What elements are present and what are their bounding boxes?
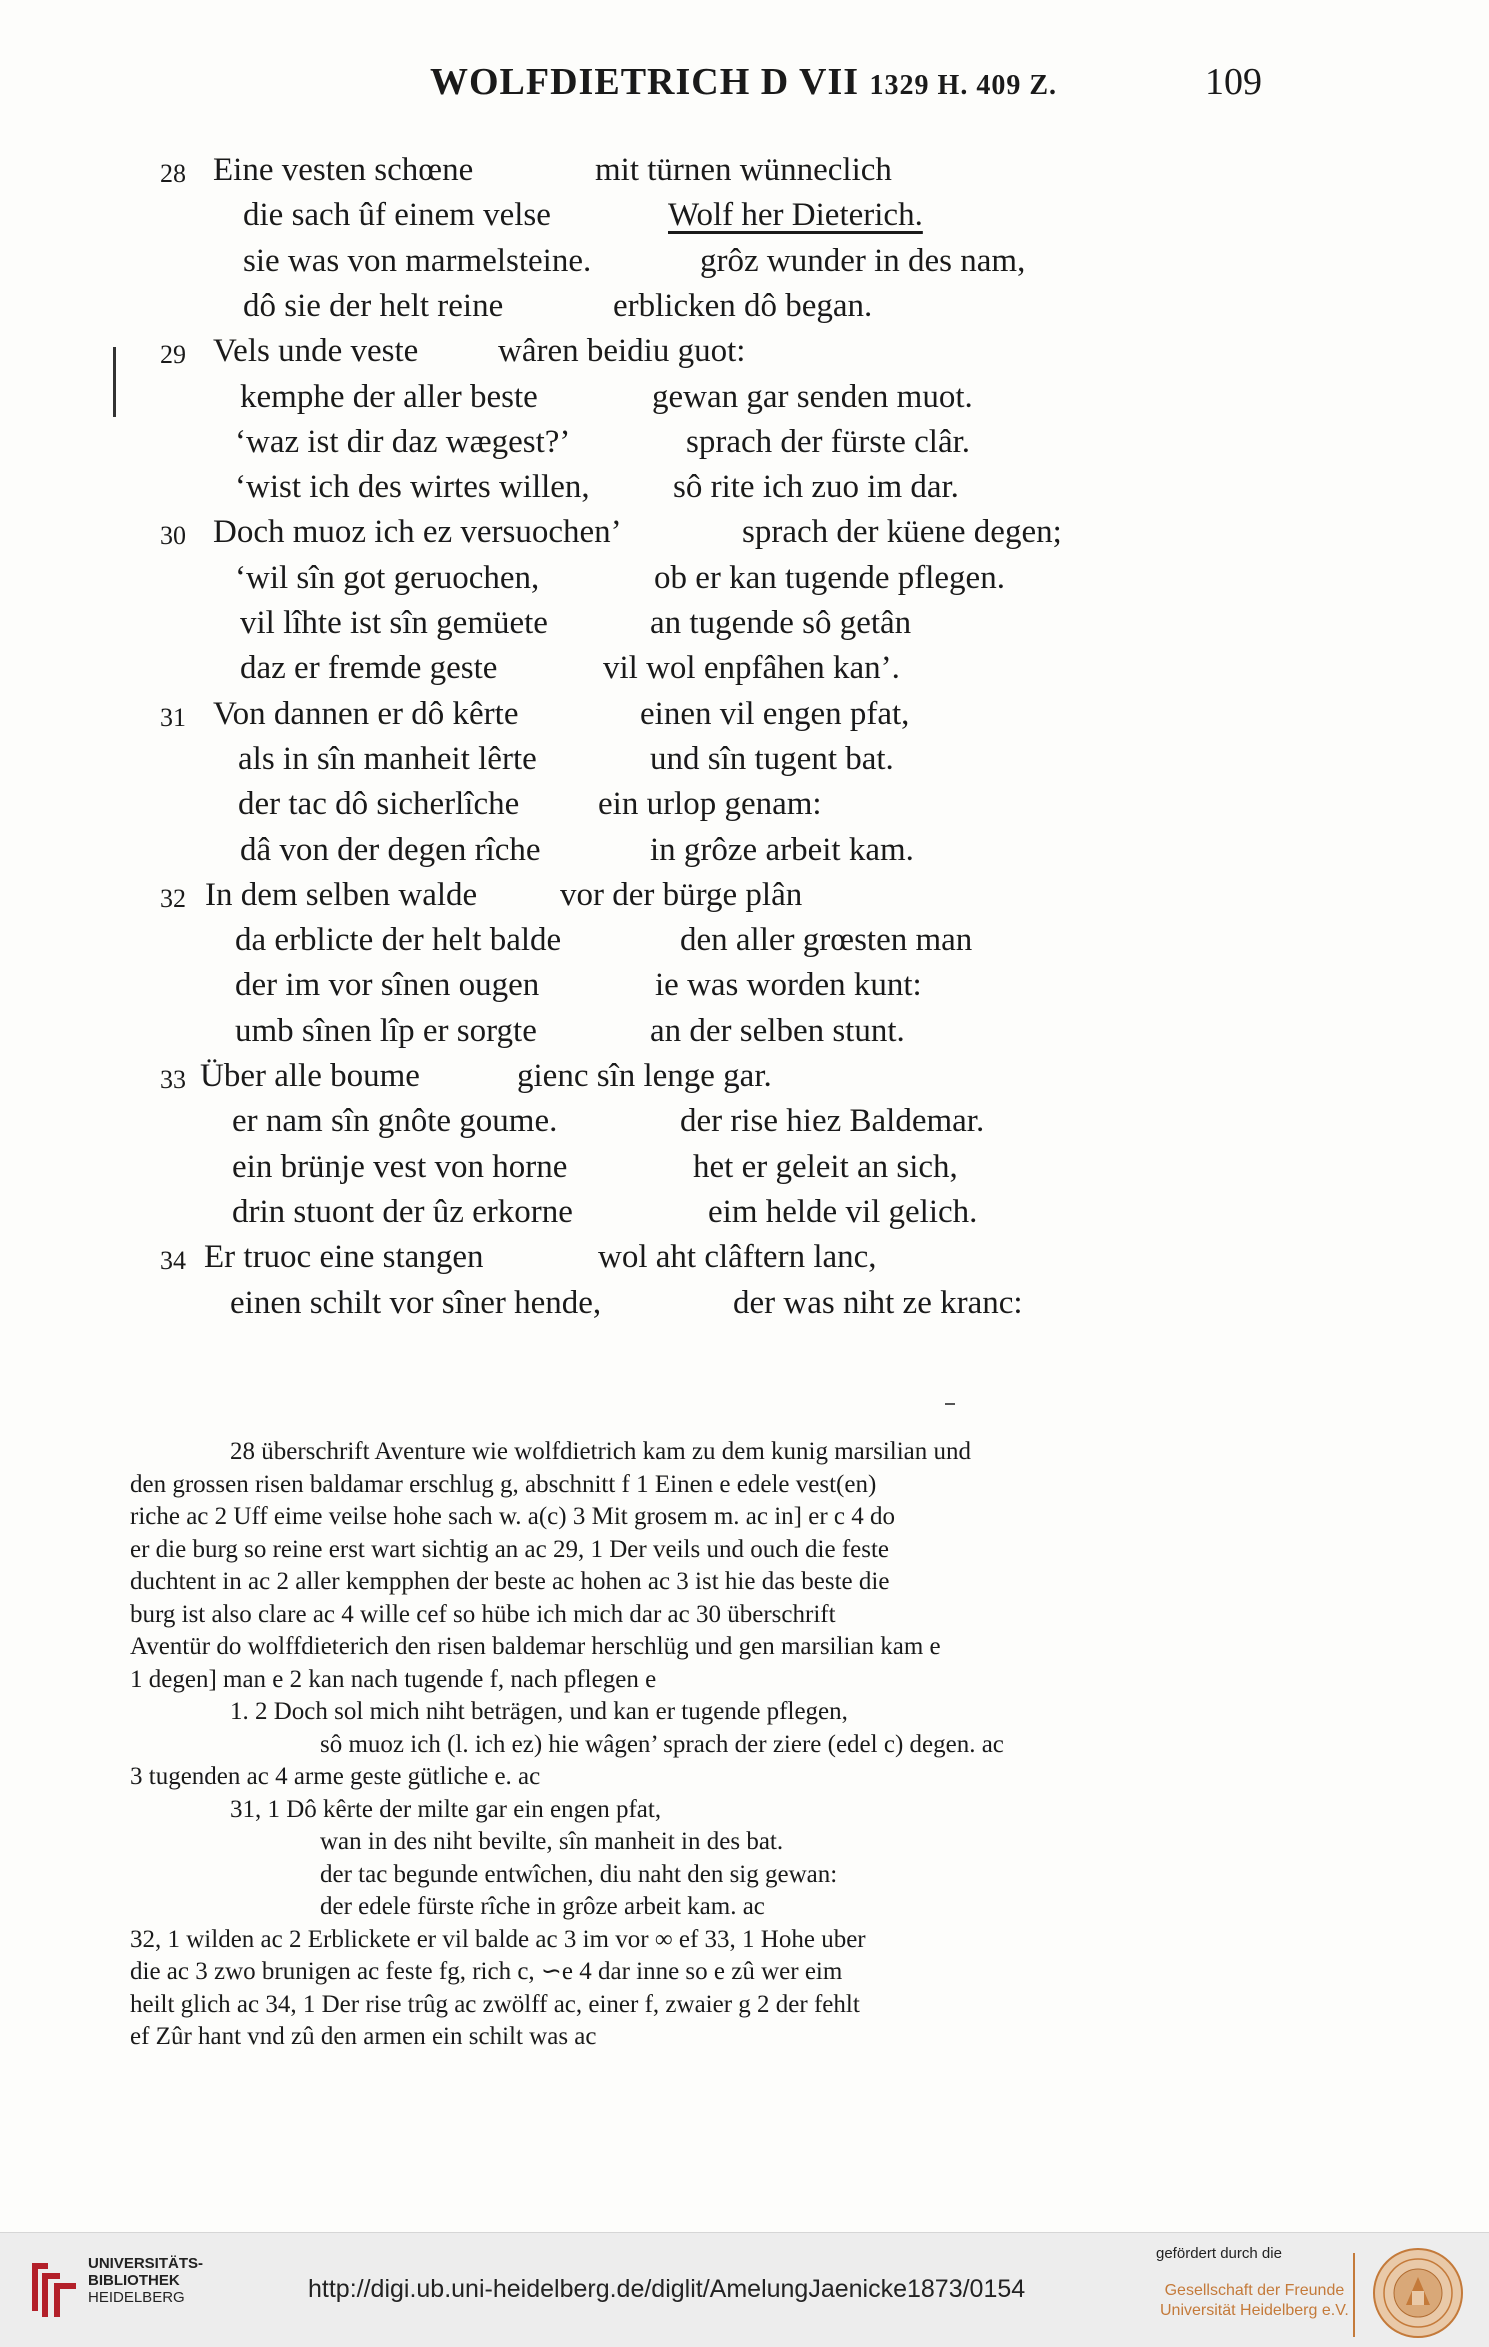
verse-first-half: drin stuont der ûz erkorne [232,1193,573,1230]
verse-second-half: sprach der fürste clâr. [686,423,971,460]
apparatus-line: 1 degen] man e 2 kan nach tugende f, nach pflegen e [130,1665,657,1693]
verse-first-half: daz er fremde geste [240,650,498,687]
apparatus-line: riche ac 2 Uff eime veilse hohe sach w. a(c) 3 Mit grosem m. ac in] er c 4 do [130,1503,895,1530]
verse-second-half: wâren beidiu guot: [498,333,746,370]
verse-second-half: an der selben stunt. [650,1012,905,1049]
verse-first-half: Eine vesten schœne [213,152,474,188]
verse-first-half: der im vor sînen ougen [235,967,540,1004]
stanza-number: 32 [160,883,186,913]
verse-first-half: einen schilt vor sîner hende, [230,1284,602,1321]
library-name-line3: HEIDELBERG [88,2289,185,2306]
verse-line [0,467,1489,507]
verse-line [0,377,1489,417]
verse-first-half: sie was von marmelsteine. [243,242,592,279]
verse-second-half: einen vil engen pfat, [640,695,910,732]
verse-first-half: ein brünje vest von horne [232,1148,568,1185]
verse-first-half: Er truoc eine stangen [204,1239,484,1276]
sponsor-divider [1353,2253,1355,2337]
verse-second-half: eim helde vil gelich. [708,1193,978,1230]
verse-line [0,694,1489,734]
page-number: 109 [1205,61,1262,103]
digitization-footer [0,2232,1489,2347]
verse-line [0,150,1489,190]
apparatus-line: heilt glich ac 34, 1 Der rise trûg ac zwölff ac, einer f, zwaier g 2 der fehlt [130,1990,860,2018]
university-seal-icon [1372,2247,1464,2339]
sponsor-caption: gefördert durch die [1156,2245,1282,2262]
apparatus-line: er die burg so reine erst wart sichtig an ac 29, 1 Der veils und ouch die feste [130,1535,890,1563]
verse-second-half: gewan gar senden muot. [652,378,973,415]
verse-second-half: mit türnen wünneclich [595,152,892,188]
stanza-number: 28 [160,159,186,188]
verse-first-half: dô sie der helt reine [243,287,504,324]
verse-line [0,1011,1489,1051]
verse-second-half: ie was worden kunt: [655,967,922,1004]
verse-line [0,286,1489,326]
apparatus-line: die ac 3 zwo brunigen ac feste fg, rich c, ∽e 4 dar inne so e zû wer eim [130,1958,843,1985]
verse-line [0,784,1489,824]
stanza-number: 33 [160,1065,186,1094]
verse-first-half: Über alle boume [200,1058,420,1094]
apparatus-line: ef Zûr hant vnd zû den armen ein schilt was ac [130,2023,597,2050]
sponsor-name [1160,2281,1349,2321]
verse-line [0,965,1489,1005]
verse-second-half: wol aht clâftern lanc, [598,1239,877,1276]
stanza-number: 34 [160,1246,186,1276]
verse-line [0,241,1489,281]
permalink-url[interactable]: http://digi.ub.uni-heidelberg.de/diglit/AmelungJaenicke1873/0154 [308,2275,1026,2303]
verse-line [0,920,1489,960]
sponsor-name-line1: Gesellschaft der Freunde [1164,2282,1345,2299]
apparatus-line: duchtent in ac 2 aller kempphen der beste ac hohen ac 3 ist hie das beste die [130,1568,890,1595]
header-title-text: WOLFDIETRICH D VII [430,61,860,103]
stanza-number: 31 [160,702,186,732]
verse-second-half: gienc sîn lenge gar. [517,1058,772,1094]
verse-line [0,331,1489,371]
verse-second-half: ein urlop genam: [598,786,822,823]
verse-line [0,1283,1489,1323]
verse-line [0,1147,1489,1187]
apparatus-line: 31, 1 Dô kêrte der milte gar ein engen pfat, [230,1795,662,1823]
header-reference: 1329 H. 409 Z. [869,70,1058,101]
verse-first-half: Von dannen er dô kêrte [213,695,519,732]
apparatus-line: den grossen risen baldamar erschlug g, abschnitt f 1 Einen e edele vest(en) [130,1470,877,1498]
verse-first-half: dâ von der degen rîche [240,831,541,868]
library-name [88,2255,203,2306]
verse-second-half: Wolf her Dieterich. [668,197,923,234]
verse-line [0,422,1489,462]
critical-apparatus [130,1436,1250,2054]
verse-second-half: und sîn tugent bat. [650,740,894,777]
verse-second-half: vil wol enpfâhen kan’. [603,650,900,687]
verse-line [0,875,1489,915]
apparatus-line: wan in des niht bevilte, sîn manheit in des bat. [320,1828,784,1855]
verse-second-half: den aller grœsten man [680,922,973,959]
verse-line [0,1101,1489,1141]
apparatus-line: der edele fürste rîche in grôze arbeit kam. ac [320,1893,765,1920]
apparatus-line: 28 überschrift Aventure wie wolfdietrich kam zu dem kunig marsilian und [230,1438,972,1465]
verse-first-half: als in sîn manheit lêrte [238,740,537,777]
running-header [0,60,1489,110]
verse-line [0,195,1489,235]
verse-second-half: in grôze arbeit kam. [650,831,914,868]
verse-line [0,558,1489,598]
verse-second-half: der was niht ze kranc: [733,1284,1023,1321]
verse-first-half: umb sînen lîp er sorgte [235,1012,537,1049]
verse-second-half: ob er kan tugende pflegen. [654,559,1005,596]
stanza-number: 30 [160,521,186,551]
separator-mark [945,1403,955,1405]
verse-line [0,739,1489,779]
library-name-line1: UNIVERSITÄTS- [88,2255,204,2272]
verse-first-half: Doch muoz ich ez versuochen’ [213,514,622,551]
verse-line [0,1056,1489,1096]
verse-line [0,603,1489,643]
verse-second-half: vor der bürge plân [560,876,803,913]
verse-first-half: vil lîhte ist sîn gemüete [240,605,548,641]
verse-first-half: Vels unde veste [213,333,419,370]
header-title [430,60,1057,104]
verse-line [0,512,1489,552]
verse-second-half: der rise hiez Baldemar. [680,1103,985,1140]
university-library-logo-icon [28,2259,80,2321]
apparatus-line: sô muoz ich (l. ich ez) hie wâgen’ sprach der ziere (edel c) degen. ac [320,1730,1004,1758]
verse-first-half: da erblicte der helt balde [235,922,562,959]
apparatus-line: 1. 2 Doch sol mich niht beträgen, und kan er tugende pflegen, [230,1698,848,1725]
verse-first-half: In dem selben walde [205,876,478,913]
verse-first-half: die sach ûf einem velse [243,197,551,234]
sponsor-name-line2: Universität Heidelberg e.V. [1160,2302,1349,2319]
verse-first-half: der tac dô sicherlîche [238,786,520,823]
verse-line [0,1237,1489,1277]
verse-second-half: erblicken dô began. [613,287,873,324]
verse-first-half: ‘waz ist dir daz wægest?’ [235,423,571,460]
library-name-line2: BIBLIOTHEK [88,2272,180,2289]
apparatus-line: Aventür do wolffdieterich den risen baldemar herschlüg und gen marsilian kam e [130,1633,941,1660]
apparatus-line: 32, 1 wilden ac 2 Erblickete er vil balde ac 3 im vor ∞ ef 33, 1 Hohe uber [130,1925,866,1953]
verse-second-half: het er geleit an sich, [693,1148,958,1185]
apparatus-line: burg ist also clare ac 4 wille cef so hübe ich mich dar ac 30 überschrift [130,1600,836,1628]
verse-second-half: sô rite ich zuo im dar. [673,469,959,506]
apparatus-line: der tac begunde entwîchen, diu naht den sig gewan: [320,1860,838,1888]
apparatus-line: 3 tugenden ac 4 arme geste gütliche e. ac [130,1763,541,1790]
verse-line [0,830,1489,870]
verse-first-half: ‘wist ich des wirtes willen, [235,469,590,506]
verse-second-half: sprach der küene degen; [742,514,1062,551]
verse-line [0,648,1489,688]
stanza-number: 29 [160,340,186,370]
verse-second-half: grôz wunder in des nam, [700,242,1026,279]
verse-first-half: ‘wil sîn got geruochen, [235,559,540,596]
verse-line [0,1192,1489,1232]
verse-second-half: an tugende sô getân [650,605,912,641]
verse-first-half: er nam sîn gnôte goume. [232,1103,558,1140]
verse-first-half: kemphe der aller beste [240,378,538,415]
